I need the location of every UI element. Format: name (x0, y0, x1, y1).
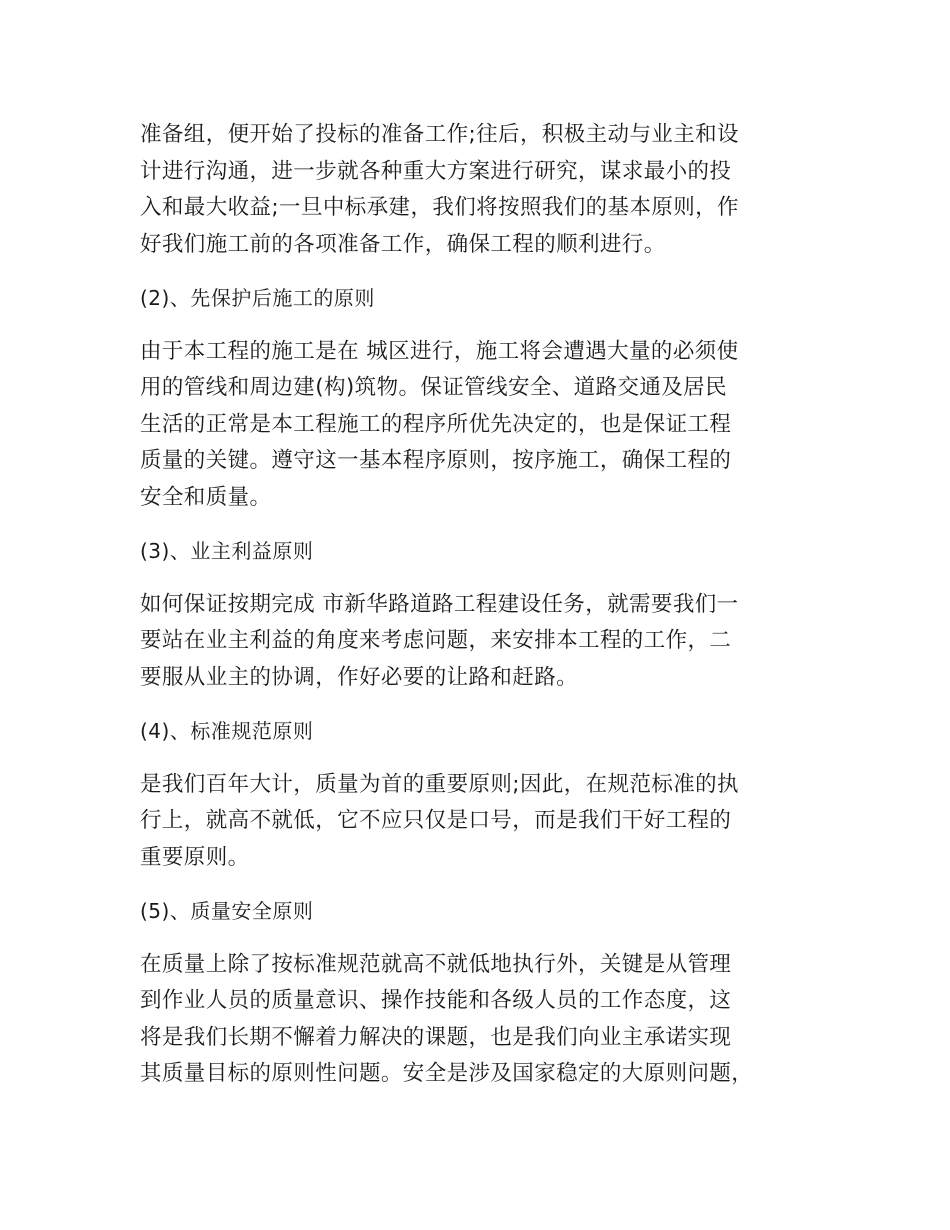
text-line: 计进行沟通，进一步就各种重大方案进行研究，谋求最小的投 (140, 158, 732, 184)
text-line: 在质量上除了按标准规范就高不就低地执行外，关键是从管理 (140, 951, 732, 977)
text-line: 用的管线和周边建(构)筑物。保证管线安全、道路交通及居民 (140, 375, 727, 400)
text-line: 要服从业主的协调，作好必要的让路和赶路。 (140, 664, 579, 690)
paragraph-quality-safety (140, 947, 830, 1093)
text-line: 生活的正常是本工程施工的程序所优先决定的，也是保证工程 (140, 411, 732, 437)
paragraph-owner-interest (140, 587, 830, 697)
section-heading-standards: (4)、标准规范原则 (140, 719, 314, 743)
text-line: 行上，就高不就低，它不应只仅是口号，而是我们干好工程的 (140, 808, 732, 833)
section-heading-quality-safety: (5)、质量安全原则 (140, 899, 314, 923)
section-heading-protect-first: (2)、先保护后施工的原则 (140, 286, 375, 310)
text-line: 到作业人员的质量意识、操作技能和各级人员的工作态度，这 (140, 988, 732, 1013)
text-line: 好我们施工前的各项准备工作，确保工程的顺利进行。 (140, 231, 666, 257)
text-line: 质量的关键。遵守这一基本程序原则，按序施工，确保工程的 (140, 448, 732, 473)
document-page (140, 117, 830, 1093)
text-line: 准备组，便开始了投标的准备工作;往后，积极主动与业主和设 (140, 122, 739, 147)
text-line: 是我们百年大计，质量为首的重要原则;因此，在规范标准的执 (140, 771, 739, 797)
text-line: 重要原则。 (140, 844, 250, 870)
paragraph-protect-first (140, 334, 830, 517)
text-line: 将是我们长期不懈着力解决的课题，也是我们向业主承诺实现 (140, 1024, 732, 1050)
text-line: 如何保证按期完成 市新华路道路工程建设任务，就需要我们一 (140, 591, 739, 617)
text-line: 入和最大收益;一旦中标承建，我们将按照我们的基本原则，作 (140, 195, 739, 220)
section-heading-owner-interest: (3)、业主利益原则 (140, 539, 314, 563)
text-line: 由于本工程的施工是在 城区进行，施工将会遭遇大量的必须使 (140, 338, 739, 364)
text-line: 要站在业主利益的角度来考虑问题，来安排本工程的工作，二 (140, 628, 732, 653)
paragraph-preparation (140, 117, 830, 263)
text-line: 安全和质量。 (140, 484, 272, 510)
text-line: 其质量目标的原则性问题。安全是涉及国家稳定的大原则问题， (140, 1061, 754, 1086)
paragraph-standards (140, 767, 830, 877)
